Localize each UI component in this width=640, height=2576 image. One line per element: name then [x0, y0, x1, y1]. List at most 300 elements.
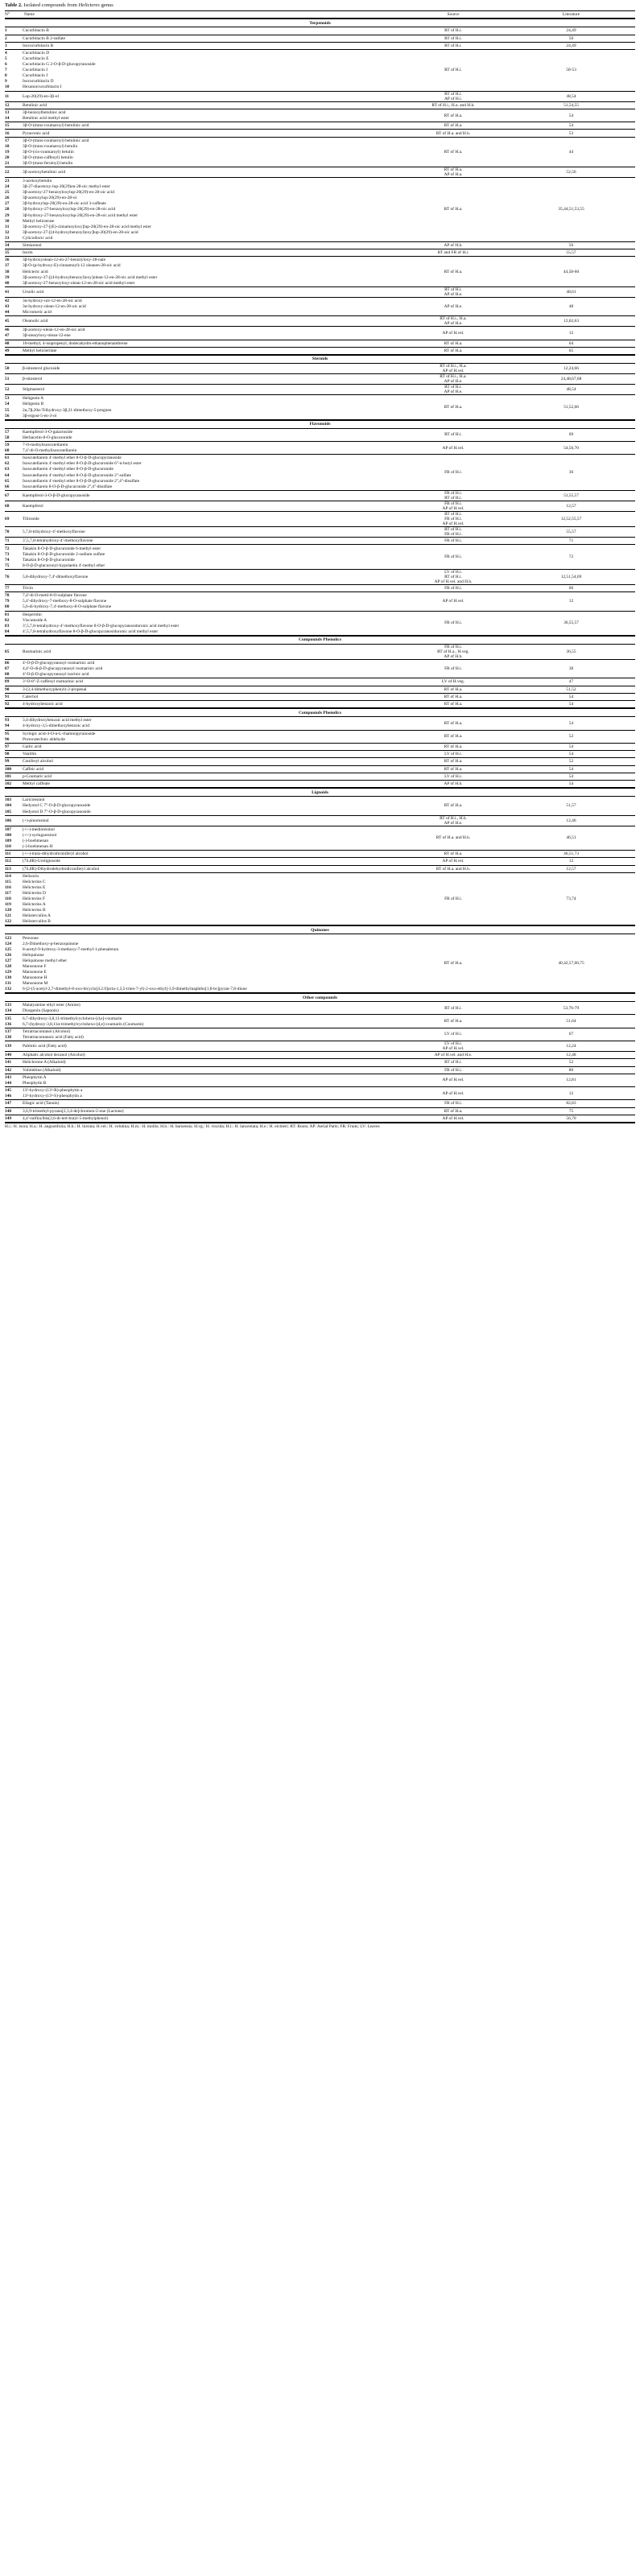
compound-source: [399, 364, 507, 373]
literature-refs: 54: [568, 720, 574, 726]
compound-numbers: [5, 773, 23, 780]
compound-names: [23, 242, 399, 249]
source-line: RT of H.i.: [444, 574, 462, 579]
compound-numbers: [5, 612, 23, 635]
compound-name: 3β-acetoxylup-20(29)-en-28-ol: [23, 196, 77, 201]
literature-refs: 80: [568, 1067, 574, 1073]
compound-numbers: [5, 395, 23, 418]
source-line: RT of H.a.: [444, 1108, 463, 1114]
compound-names: [23, 858, 399, 864]
compound-names: [23, 327, 399, 339]
source-line: RT of H.a. and H.h.: [436, 130, 471, 136]
source-line: AP of H.vel.: [442, 859, 465, 864]
compound-numbers: [5, 866, 23, 872]
compound-numbers: [5, 348, 23, 354]
compound-numbers: [5, 327, 23, 339]
compound-numbers: [5, 289, 23, 295]
table-row: [5, 751, 635, 758]
compound-numbers: [5, 660, 23, 678]
table-row: [5, 585, 635, 592]
table-row: [5, 592, 635, 611]
compound-number: 33: [5, 235, 10, 241]
compound-number: 132: [5, 987, 12, 991]
compound-name: Mansonone M: [23, 980, 48, 986]
source-line: RT of H.a.: [444, 149, 463, 155]
compound-source: [399, 1091, 507, 1096]
compound-source: [399, 150, 507, 155]
compound-names: [23, 318, 399, 324]
compound-number: 98: [5, 752, 10, 757]
compound-number: 31: [5, 224, 10, 229]
compound-number: 140: [5, 1053, 12, 1058]
source-line: AP of H.vel. and H.e.: [434, 1053, 473, 1058]
table-row: [5, 102, 635, 109]
source-line: RT of H.i.: [444, 1005, 462, 1011]
compound-name: 3β-acetoxy-27-[(4-hydroxybenzoyl)oxy]lup-20(29)-en-28-oic acid: [23, 229, 138, 235]
compound-names: [23, 574, 399, 580]
compound-names: [23, 529, 399, 535]
compound-name: Helisterculins A: [23, 913, 51, 919]
compound-names: [23, 130, 399, 136]
compound-name: Coniferyl alcohol: [23, 759, 53, 765]
compound-source: [399, 1101, 507, 1106]
table-row: [5, 1015, 635, 1028]
compound-number: 128: [5, 963, 12, 969]
source-line: RT of H.i.: [444, 68, 462, 73]
compound-source: [399, 835, 507, 840]
compound-names: [23, 429, 399, 441]
table-row: [5, 781, 635, 788]
compound-names: [23, 340, 399, 347]
compound-name: Isocucurbitacin D: [23, 79, 54, 84]
compound-name: 5,6-di-hydroxy-7,4'-methoxy-8-O-sulphate flavone: [23, 604, 112, 610]
compound-name: β-sitosterol glucoside: [23, 366, 60, 372]
compound-numbers: [5, 701, 23, 707]
compound-names: [23, 365, 399, 372]
compound-name: Tiliroside: [23, 517, 39, 521]
literature-refs: 12,48: [566, 1053, 576, 1058]
source-line: AP of H.vel.: [442, 1090, 465, 1096]
compound-names: [23, 109, 399, 122]
compound-number: 113: [5, 866, 11, 872]
source-line: FR of H.i.: [444, 644, 462, 649]
source-line: RT of H.a.: [444, 759, 463, 765]
compound-name: Betulinic acid methyl ester: [23, 116, 69, 122]
compound-name: 3β-27-diacetoxy-lup-20(29)en-28-oic methyl ester: [23, 184, 110, 190]
compound-names: [23, 873, 399, 925]
literature-refs: 69: [568, 432, 574, 438]
compound-number: 129: [5, 969, 12, 975]
compound-name: 10-methyl, 4-isopropenyl, dodecahydro-ethanophenanthrene: [23, 340, 128, 346]
literature-refs: 44: [568, 149, 574, 155]
compound-numbers: [5, 376, 23, 382]
compound-source: [399, 341, 507, 346]
table-row: [5, 731, 635, 744]
compound-names: [23, 701, 399, 707]
compound-source: [399, 599, 507, 604]
source-line: AP of H.e.: [444, 379, 463, 385]
compound-name: 4',5,7,8-tetrahydroxyflavone 8-O-β-D-glucopyranosiduronic acid methyl ester: [23, 629, 159, 634]
source-line: AP of H.e.: [444, 389, 463, 395]
compound-source: [399, 243, 507, 248]
compound-number: 99: [5, 759, 10, 765]
compound-number: 106: [5, 818, 12, 823]
compound-number: 15: [5, 123, 10, 129]
compound-name: Isoscutellarein 4'-methyl ether 8-O-β-D-glucopyranoside: [23, 455, 122, 461]
compound-number: 86: [5, 661, 10, 666]
literature-refs: 24,48,67,68: [560, 377, 582, 382]
compound-names: [23, 376, 399, 382]
literature-refs: 50-53: [566, 68, 576, 73]
compound-names: [23, 851, 399, 857]
compound-number: 115: [5, 879, 11, 884]
compound-names: [23, 1067, 399, 1074]
source-line: AP of H.i.: [444, 96, 462, 101]
literature-refs: 24,49: [566, 43, 576, 48]
compound-number: 55: [5, 407, 10, 413]
compound-source: [399, 694, 507, 699]
literature-refs: 12,81: [566, 1078, 576, 1083]
compound-number: 91: [5, 694, 10, 699]
compound-name: 5,8-dihydroxy-7,4'-dimethoxyflavone: [23, 574, 89, 579]
compound-numbers: [5, 758, 23, 765]
compound-source: [399, 620, 507, 625]
compound-name: Isoscutellarein 8-O-β-D-glucuronide 2'',4''-disulfate: [23, 484, 113, 489]
literature-refs: 51,52: [566, 686, 576, 692]
table-row: [5, 678, 635, 686]
compound-number: 53: [5, 396, 10, 402]
compound-names: [23, 731, 399, 743]
table-row: [5, 873, 635, 926]
header-literature: Literature: [562, 12, 580, 18]
compound-names: [23, 1052, 399, 1058]
compound-name: Syringic acid-4-O-α-L-rhamnopyranoside: [23, 731, 96, 736]
compound-number: 58: [5, 435, 10, 440]
source-line: AP of H.h.: [444, 242, 463, 248]
compound-names: [23, 1100, 399, 1107]
compound-number: 64: [5, 472, 10, 478]
compound-source: [399, 68, 507, 72]
compound-names: [23, 93, 399, 99]
compound-numbers: [5, 27, 23, 34]
compound-numbers: [5, 858, 23, 864]
table-row: [5, 570, 635, 585]
compound-numbers: [5, 717, 23, 729]
compound-name: 3β-hydroxyolean-12-en-27-benzoyloxy-28-oate: [23, 258, 106, 263]
compound-source: [399, 405, 507, 410]
source-line: RT of H.i.: [444, 511, 462, 517]
compound-number: 114: [5, 873, 11, 879]
compound-name: β-sitosterol: [23, 377, 43, 382]
table-row: [5, 694, 635, 701]
section-header: Terpenoids: [5, 19, 635, 27]
compound-names: [23, 773, 399, 780]
source-line: RT of H.a.: [444, 686, 463, 692]
literature-refs: 12: [568, 859, 574, 864]
compound-names: [23, 386, 399, 393]
compound-number: 72: [5, 546, 10, 551]
source-line: RT of H.i.: [444, 28, 462, 34]
compound-number: 82: [5, 617, 10, 623]
compound-number: 88: [5, 672, 10, 678]
compound-names: [23, 1043, 399, 1049]
compound-name: Cucurbitacin G 2-O-β-D-glucopyranoside: [23, 62, 96, 68]
compound-number: 83: [5, 623, 10, 629]
table-row: [5, 766, 635, 773]
literature-refs: 55,57: [566, 530, 576, 535]
compound-number: 36: [5, 258, 10, 263]
table-genus: Helicteres: [78, 2, 100, 8]
compound-name: Viscumside A: [23, 617, 47, 623]
compound-numbers: [5, 1015, 23, 1027]
table-document: [0, 0, 640, 1132]
compound-name: Helicterins B: [23, 908, 46, 913]
compound-source: [399, 1006, 507, 1011]
compound-source: [399, 123, 507, 128]
compound-source: [399, 538, 507, 543]
compound-name: Yohimbine (Alkaloid): [23, 1067, 61, 1073]
compound-name: Simiarenol: [23, 242, 42, 248]
section-header: Lignoids: [5, 788, 635, 797]
compound-name: Ellagic acid (Tannin): [23, 1101, 60, 1107]
section-header: Quinones: [5, 925, 635, 934]
compound-name: Hexanorcucurbitacin I: [23, 84, 62, 90]
literature-refs: 12: [568, 599, 574, 604]
table-row: [5, 851, 635, 858]
table-row: [5, 167, 635, 178]
compound-name: 3β-O-(cis-coumaroyl) betulin: [23, 149, 74, 155]
compound-number: 51: [5, 377, 10, 382]
compound-source: [399, 36, 507, 41]
table-caption: [5, 2, 635, 8]
compound-number: 56: [5, 413, 10, 418]
compound-name: Helicterins F: [23, 896, 45, 902]
compound-names: [23, 766, 399, 773]
compound-name: Cucurbitacin D: [23, 51, 50, 56]
compound-source: [399, 527, 507, 537]
compound-number: 11: [5, 93, 10, 99]
table-row: [5, 43, 635, 50]
table-row: [5, 797, 635, 815]
compound-number: 39: [5, 274, 10, 280]
compound-name: 3β-O-(p-hydroxy-E)-cinnamoyl)-12 oleanen-28-oic acid: [23, 263, 121, 269]
literature-refs: 52,56: [566, 170, 576, 175]
compound-names: [23, 455, 399, 489]
section-header: Steroids: [5, 355, 635, 364]
compound-number: 6: [5, 62, 7, 68]
table-row: [5, 866, 635, 873]
compound-name: Catechol: [23, 694, 39, 699]
compound-number: 145: [5, 1088, 12, 1094]
compound-names: [23, 826, 399, 850]
compound-names: [23, 395, 399, 418]
source-line: LV of H.i.: [444, 773, 462, 779]
compound-number: 119: [5, 902, 11, 908]
table-row: [5, 385, 635, 395]
table-row: [5, 773, 635, 781]
compound-name: 8-acetyl-9-hydroxy-3-methoxy-7-methyl-1-phenalenon: [23, 946, 119, 952]
compound-numbers: [5, 686, 23, 693]
compound-number: 5: [5, 56, 7, 62]
literature-refs: 72: [568, 554, 574, 560]
compound-number: 134: [5, 1008, 12, 1014]
compound-names: [23, 50, 399, 91]
literature-refs: 51,52,66: [564, 404, 579, 410]
compound-name: Isoscutellarein 4'-methyl ether 8-O-β-D-glucuronide 2'',4''-disulfate: [23, 478, 140, 484]
compound-numbers: [5, 503, 23, 509]
literature-refs: 56,70: [566, 1115, 576, 1121]
compound-names: [23, 442, 399, 454]
compound-name: Takakin 8-O-β-D-glucuronide 6-methyl ester: [23, 546, 101, 551]
compound-numbers: [5, 130, 23, 136]
compound-number: 21: [5, 160, 10, 166]
source-line: FR of H.i.: [444, 896, 462, 902]
source-line: RT of H.a.: [444, 694, 463, 699]
table-row: [5, 249, 635, 257]
source-line: AP of H.e.: [444, 820, 463, 826]
compound-numbers: [5, 766, 23, 773]
compound-number: 71: [5, 538, 10, 544]
table-row: [5, 130, 635, 137]
compound-name: Cucurbitacin I: [23, 68, 47, 73]
compound-number: 4: [5, 51, 7, 56]
compound-number: 101: [5, 773, 12, 779]
compound-number: 110: [5, 844, 11, 849]
source-line: RT of H.i.: [444, 385, 462, 390]
table-row: [5, 538, 635, 545]
compound-names: [23, 818, 399, 824]
compound-number: 22: [5, 170, 10, 175]
compound-names: [23, 289, 399, 295]
compound-numbers: [5, 1108, 23, 1115]
compound-name: 7-O-methylisoscutellarein: [23, 443, 68, 448]
compound-number: 43: [5, 303, 10, 309]
compound-number: 62: [5, 461, 10, 467]
compound-name: Malatyamine ethyl ester (Amine): [23, 1003, 81, 1008]
compound-number: 80: [5, 604, 10, 610]
literature-refs: 54: [568, 123, 574, 129]
compound-name: 3β-benzoylbetulinic acid: [23, 109, 66, 115]
compound-numbers: [5, 1028, 23, 1041]
table-title: Isolated compounds from: [23, 2, 79, 8]
compound-name: 3α-hydroxy-urs-12-en-28-oic acid: [23, 298, 82, 303]
source-line: FR of H.i.: [444, 620, 462, 626]
compound-numbers: [5, 529, 23, 535]
literature-refs: 53: [568, 130, 574, 136]
compound-number: 50: [5, 366, 10, 372]
compound-number: 29: [5, 212, 10, 218]
compound-number: 57: [5, 429, 10, 435]
compound-number: 112: [5, 859, 11, 864]
source-line: AP of H.e.: [444, 321, 463, 327]
compound-source: [399, 774, 507, 779]
table-row: [5, 826, 635, 851]
compound-names: [23, 1074, 399, 1086]
compound-numbers: [5, 678, 23, 685]
header-name: Name: [24, 12, 35, 18]
compound-name: Cucurbitacin J: [23, 73, 48, 79]
compound-source: [399, 1068, 507, 1073]
compound-name: Helicterins A: [23, 902, 46, 908]
compound-names: [23, 102, 399, 109]
compound-name: Isoscutellarein 4'-methyl ether 8-O-β-D-glucuronide: [23, 467, 114, 472]
compound-names: [23, 649, 399, 655]
compound-source: [399, 304, 507, 309]
source-line: RT of H.i., H.a. and H.h.: [431, 102, 475, 108]
compound-number: 143: [5, 1074, 12, 1080]
compound-numbers: [5, 340, 23, 347]
literature-refs: 48,61: [566, 289, 576, 295]
compound-numbers: [5, 109, 23, 122]
compound-number: 25: [5, 190, 10, 196]
compound-number: 41: [5, 289, 10, 295]
compound-name: 3β-acetoxy-27-[(E)-cinnamoyloxy]lup-20(29)-en-28-oic acid methyl ester: [23, 224, 151, 229]
compound-number: 87: [5, 666, 10, 672]
literature-refs: 12,46: [566, 818, 576, 823]
compound-name: Cucurbitacin B 2-sulfate: [23, 35, 65, 41]
literature-refs: 36,55: [566, 649, 576, 654]
table-body: [5, 19, 635, 1123]
compound-number: 46: [5, 328, 10, 333]
compound-numbers: [5, 851, 23, 857]
source-line: RT of H.i., H.h.: [440, 815, 467, 821]
compound-name: 8-O-β-D-glucuronyl-hypolaetin 4'-methyl ether: [23, 563, 105, 568]
compound-number: 103: [5, 798, 12, 803]
compound-name: 6,7-(hydroxy-3,8,11α-trimethylcyclohexo-[d,e]-coumarin (Coumarin): [23, 1021, 144, 1027]
compound-source: [399, 744, 507, 749]
table-row: [5, 50, 635, 92]
source-line: FR of H.i.: [444, 470, 462, 475]
literature-refs: 12: [568, 1090, 574, 1096]
compound-numbers: [5, 442, 23, 454]
compound-number: 27: [5, 201, 10, 207]
compound-name: Stigmasterol: [23, 387, 45, 393]
source-line: AP of H.vel.: [442, 330, 465, 336]
table-row: [5, 316, 635, 327]
compound-number: 95: [5, 731, 10, 736]
compound-number: 19: [5, 149, 10, 155]
table-row: [5, 701, 635, 708]
source-line: AP of H.vel.: [442, 599, 465, 604]
compound-source: [399, 859, 507, 863]
table-row: [5, 109, 635, 122]
literature-refs: 54: [568, 694, 574, 699]
table-row: [5, 374, 635, 385]
literature-refs: 12,24: [566, 1044, 576, 1049]
compound-names: [23, 694, 399, 700]
literature-refs: 24,49: [566, 28, 576, 34]
section-header: Compounds Phenolics: [5, 636, 635, 645]
table-row: [5, 455, 635, 490]
table-row: [5, 348, 635, 355]
compound-source: [399, 781, 507, 786]
compound-name: Kaempferol-3-O-β-D-glucopyranoside: [23, 493, 90, 498]
compound-source: [399, 250, 507, 255]
compound-numbers: [5, 818, 23, 824]
compound-number: 102: [5, 781, 12, 787]
compound-number: 68: [5, 503, 10, 509]
compound-numbers: [5, 1115, 23, 1122]
compound-name: Cucurbitacin B: [23, 28, 49, 34]
compound-number: 144: [5, 1080, 12, 1086]
compound-numbers: [5, 538, 23, 544]
compound-name: 3β-O-(trans-coumaroyl) betulin: [23, 143, 78, 149]
compound-name: (7S,8R)-Dihydrodehydrodiconiferyl alcohol: [23, 866, 100, 872]
compound-number: 89: [5, 679, 10, 685]
source-line: RT and FR of H.i.: [437, 250, 469, 256]
source-line: AP of H.vel.: [442, 1115, 465, 1121]
compound-number: 34: [5, 242, 10, 248]
